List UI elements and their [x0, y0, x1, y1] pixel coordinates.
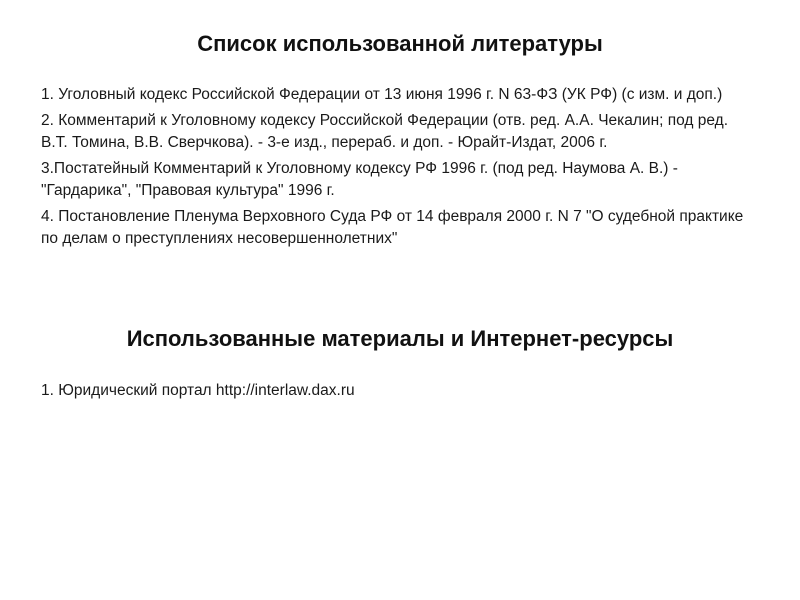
literature-item-1: 1. Уголовный кодекс Российской Федерации от 13 июня 1996 г. N 63-ФЗ (УК РФ) (с изм. и доп.): [41, 86, 723, 103]
resources-title: Использованные материалы и Интернет-ресурсы: [126, 326, 674, 351]
resource-item-1: 1. Юридический портал http://interlaw.dax.ru: [41, 382, 355, 399]
literature-item-3: 3.Постатейный Комментарий к Уголовному кодексу РФ 1996 г. (под ред. Наумова А. В.) - "Гардарика", "Правовая культура" 1996 г.: [41, 160, 678, 199]
resources-list: [41, 380, 751, 402]
literature-item-4: 4. Постановление Пленума Верховного Суда РФ от 14 февраля 2000 г. N 7 "О судебной практике по делам о преступлениях несовершеннолетних": [41, 208, 744, 247]
literature-title: Список использованной литературы: [197, 31, 603, 56]
literature-list: [41, 84, 751, 254]
literature-item-2: 2. Комментарий к Уголовному кодексу Российской Федерации (отв. ред. А.А. Чекалин; под ред. В.Т. Томина, В.В. Сверчкова). - 3-е изд., перераб. и доп. - Юрайт-Издат, 2006 г.: [41, 112, 729, 151]
